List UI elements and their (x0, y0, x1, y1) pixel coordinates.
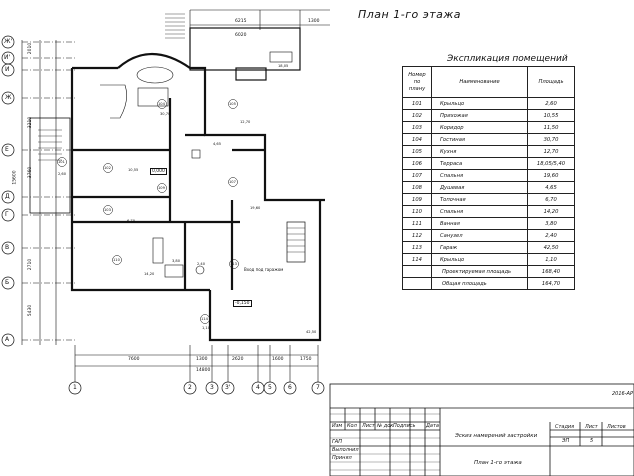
cell-no: 103 (403, 122, 432, 134)
cell-area: 14,20 (528, 206, 575, 218)
header-cell: Площадь (528, 67, 575, 98)
cell-name: Крыльцо (432, 254, 528, 266)
cell-area: 2,40 (528, 230, 575, 242)
cell-no: 102 (403, 110, 432, 122)
stamp-sheet-header: Лист (585, 424, 598, 430)
axis-label: 6 (288, 384, 292, 391)
stamp-header-date: Дата (426, 423, 439, 429)
cell-area: 12,70 (528, 146, 575, 158)
room-number: 107 (229, 180, 236, 184)
cell-name: Коридор (432, 122, 528, 134)
cell-no: 107 (403, 170, 432, 182)
room-number: 103 (104, 208, 111, 212)
cell-no: 104 (403, 134, 432, 146)
cell-no: 114 (403, 254, 432, 266)
cell-area: 4,65 (528, 182, 575, 194)
dim-text: 2620 (232, 357, 244, 362)
cell-name: Гараж (432, 242, 528, 254)
axis-label: Е (5, 146, 9, 153)
room-number: 104 (158, 102, 165, 106)
stamp-sheet: 5 (590, 438, 594, 444)
axis-label: Ж' (4, 38, 13, 45)
room-area: 12,70 (240, 120, 251, 124)
level-mark: -0,150 (235, 301, 250, 306)
axis-label: Г (5, 211, 9, 218)
cell-name: Спальня (432, 206, 528, 218)
axis-label: И' (4, 54, 11, 61)
dim-text: 6020 (235, 33, 247, 38)
cell-no: 111 (403, 218, 432, 230)
axis-label: 3 (210, 384, 214, 391)
dim-text: 7600 (128, 357, 140, 362)
room-area: 19,60 (250, 206, 261, 210)
level-mark: 0,000 (152, 169, 165, 174)
cell-area: 30,70 (528, 134, 575, 146)
axis-label: В (5, 244, 10, 251)
stamp-stage-header: Стадия (555, 424, 575, 430)
cell-name: Душевая (432, 182, 528, 194)
room-area: 30,70 (160, 112, 171, 116)
room-number: 101 (58, 160, 65, 164)
room-number: 102 (104, 166, 111, 170)
stamp-role-vypolnil: Выполнил (332, 447, 359, 453)
cell-area: 42,50 (528, 242, 575, 254)
cell-no: 106 (403, 158, 432, 170)
cell-area: 164,70 (528, 278, 575, 290)
axis-label: И (5, 66, 10, 73)
room-number: 109 (158, 186, 165, 190)
garage-note: Вход под гаражом (244, 267, 284, 272)
cell-no: 110 (403, 206, 432, 218)
dim-text: 6215 (235, 19, 247, 24)
stamp-header-sign: Подпись (393, 423, 416, 429)
room-area: 2,60 (58, 172, 67, 176)
dim-text: 1750 (300, 357, 312, 362)
cell-name: Крыльцо (432, 98, 528, 110)
cell-area: 168,40 (528, 266, 575, 278)
cell-name: Общая площадь (432, 278, 528, 290)
dim-text: 3210 (28, 116, 34, 129)
axis-label: 5 (268, 384, 272, 391)
stamp-header-izm: Изм (332, 423, 343, 429)
stamp-sheet-title: План 1-го этажа (474, 460, 522, 466)
room-area: 6,70 (127, 219, 136, 223)
room-area: 14,20 (144, 272, 155, 276)
stamp-role-gap: ГАП (332, 439, 342, 445)
room-area: 10,55 (128, 168, 139, 172)
plan-title: План 1-го этажа (358, 8, 462, 21)
header-cell: Номер по плану (403, 67, 432, 98)
axis-label: 3' (225, 384, 231, 391)
room-area: 1,10 (202, 326, 211, 330)
axis-label: Б (5, 279, 10, 286)
stamp-doc-code: 2016-АР (612, 391, 633, 397)
header-cell: Наименование (432, 67, 528, 98)
stamp-stage: ЭП (562, 438, 570, 444)
room-area: 18,05 (278, 64, 289, 68)
stamp-header-doc: № док (377, 423, 394, 429)
dim-text: 5430 (28, 304, 34, 317)
stamp-sheets-header: Листов (607, 424, 626, 430)
axis-label: 1 (73, 384, 77, 391)
cell-no: 109 (403, 194, 432, 206)
dim-text: 1300 (308, 19, 320, 24)
cell-name: Санузел (432, 230, 528, 242)
stamp-project: Эскиз намерений застройки (455, 433, 538, 439)
cell-area: 10,55 (528, 110, 575, 122)
cell-name: Гостиная (432, 134, 528, 146)
cell-area: 1,10 (528, 254, 575, 266)
axis-label: Ж (5, 94, 12, 101)
axis-label: А (5, 336, 10, 343)
cell-area: 18,05/5,40 (528, 158, 575, 170)
room-area: 4,65 (213, 142, 222, 146)
cell-no: 112 (403, 230, 432, 242)
dim-text: 1300 (196, 357, 208, 362)
cell-name: Прихожая (432, 110, 528, 122)
cell-area: 2,60 (528, 98, 575, 110)
explication-title: Экспликация помещений (447, 54, 568, 64)
cell-name: Кухня (432, 146, 528, 158)
stamp-header-list: Лист (362, 423, 375, 429)
dim-text: 14800 (196, 368, 211, 373)
stamp-role-prinyal: Принял (332, 455, 352, 461)
cell-no: 113 (403, 242, 432, 254)
axis-label: 2 (188, 384, 192, 391)
cell-area: 3,80 (528, 218, 575, 230)
dim-text: 3760 (28, 166, 34, 179)
cell-area: 19,60 (528, 170, 575, 182)
axis-label: 7 (316, 384, 320, 391)
cell-name: Спальня (432, 170, 528, 182)
dim-text: 2710 (28, 258, 34, 271)
room-number: 105 (229, 102, 236, 106)
dim-text: 2010 (28, 42, 34, 55)
cell-name: Топочная (432, 194, 528, 206)
room-number: 114 (201, 317, 208, 321)
room-number: 113 (230, 262, 237, 266)
cell-no: 101 (403, 98, 432, 110)
room-number: 110 (113, 258, 120, 262)
stamp-header-kol: Кол (347, 423, 357, 429)
cell-name: Терраса (432, 158, 528, 170)
cell-no: 108 (403, 182, 432, 194)
cell-name: Проектируемая площадь (432, 266, 528, 278)
dim-text: 15600 (12, 170, 18, 185)
room-area: 2,40 (197, 262, 206, 266)
room-area: 42,50 (306, 330, 317, 334)
axis-label: 4 (256, 384, 260, 391)
cell-no: 105 (403, 146, 432, 158)
dim-text: 1600 (272, 357, 284, 362)
cell-name: Ванная (432, 218, 528, 230)
axis-label: Д (5, 193, 10, 200)
room-area: 3,80 (172, 259, 181, 263)
cell-area: 11,50 (528, 122, 575, 134)
cell-area: 6,70 (528, 194, 575, 206)
